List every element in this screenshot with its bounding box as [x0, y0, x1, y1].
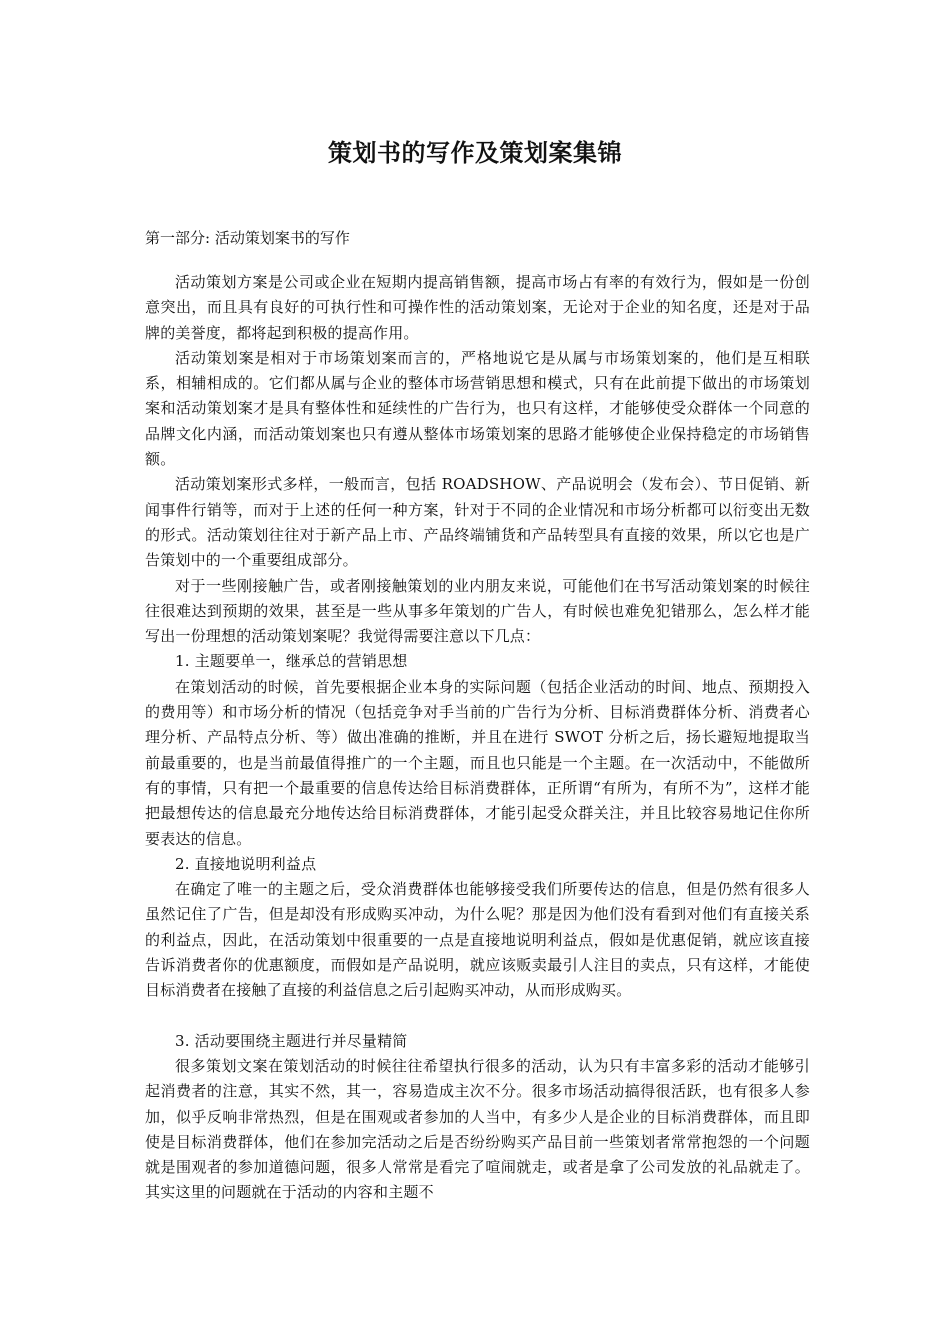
point-heading-1: 1. 主题要单一，继承总的营销思想: [175, 652, 408, 671]
point-heading-2: 2. 直接地说明利益点: [175, 854, 317, 873]
blank-line: [145, 1004, 810, 1029]
point-heading-3: 3. 活动要围绕主题进行并尽量精简: [175, 1031, 408, 1050]
body-text: [145, 270, 810, 1206]
paragraph-forms: 活动策划案形式多样，一般而言，包括 ROADSHOW、产品说明会（发布会）、节日促销、新闻事件行销等，而对于上述的任何一种方案，针对于不同的企业情况和市场分析都可以衍变出无数的形式。活动策划往往对于新产品上市、产品终端铺货和产品转型具有直接的效果，所以它也是广告策划中的一个重要组成部分。: [145, 475, 810, 570]
section-heading: 第一部分: 活动策划案书的写作: [145, 229, 350, 247]
point-body-1: 在策划活动的时候，首先要根据企业本身的实际问题（包括企业活动的时间、地点、预期投入的费用等）和市场分析的情况（包括竞争对手当前的广告行为分析、目标消费群体分析、消费者心理分析、产品特点分析、等）做出准确的推断，并且在进行 SWOT 分析之后，扬长避短地提取当前最重要的，也是当前最值得推广的一个主题，而且也只能是一个主题。在一次活动中，不能做所有的事情，只有把一个最重要的信息传达给目标消费群体，正所谓“有所为，有所不为”，这样才能把最想传达的信息最充分地传达给目标消费群体，才能引起受众群关注，并且比较容易地记住你所要表达的信息。: [145, 677, 810, 848]
paragraph-relation: 活动策划案是相对于市场策划案而言的，严格地说它是从属与市场策划案的，他们是互相联系，相辅相成的。它们都从属与企业的整体市场营销思想和模式，只有在此前提下做出的市场策划案和活动策划案才是具有整体性和延续性的广告行为，也只有这样，才能够使受众群体一个同意的品牌文化内涵，而活动策划案也只有遵从整体市场策划案的思路才能够使企业保持稳定的市场销售额。: [145, 348, 810, 469]
point-body-3: 很多策划文案在策划活动的时候往往希望执行很多的活动，认为只有丰富多彩的活动才能够引起消费者的注意，其实不然，其一，容易造成主次不分。很多市场活动搞得很活跃，也有很多人参加，似乎反响非常热烈，但是在围观或者参加的人当中，有多少人是企业的目标消费群体，而且即使是目标消费群体，他们在参加完活动之后是否纷纷购买产品目前一些策划者常常抱怨的一个问题就是围观者的参加道德问题，很多人常常是看完了喧闹就走，或者是拿了公司发放的礼品就走了。其实这里的问题就在于活动的内容和主题不: [145, 1056, 810, 1202]
paragraph-question: 对于一些刚接触广告，或者刚接触策划的业内朋友来说，可能他们在书写活动策划案的时候往往很难达到预期的效果，甚至是一些从事多年策划的广告人，有时候也难免犯错那么，怎么样才能写出一份理想的活动策划案呢？我觉得需要注意以下几点：: [145, 576, 810, 646]
paragraph-intro: 活动策划方案是公司或企业在短期内提高销售额，提高市场占有率的有效行为，假如是一份创意突出，而且具有良好的可执行性和可操作性的活动策划案，无论对于企业的知名度，还是对于品牌的美誉度，都将起到积极的提高作用。: [145, 273, 810, 342]
document-title: 策划书的写作及策划案集锦: [328, 139, 622, 167]
point-body-2: 在确定了唯一的主题之后，受众消费群体也能够接受我们所要传达的信息，但是仍然有很多人虽然记住了广告，但是却没有形成购买冲动，为什么呢？那是因为他们没有看到对他们有直接关系的利益点，因此，在活动策划中很重要的一点是直接地说明利益点，假如是优惠促销，就应该直接告诉消费者你的优惠额度，而假如是产品说明，就应该贩卖最引人注目的卖点，只有这样，才能使目标消费者在接触了直接的利益信息之后引起购买冲动，从而形成购买。: [145, 880, 810, 1000]
